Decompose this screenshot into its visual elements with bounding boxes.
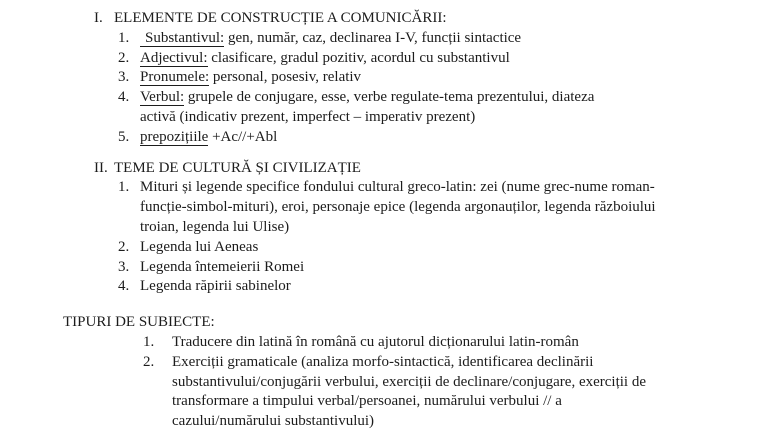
item-number: 1.	[143, 333, 155, 350]
list-item-substantivul	[94, 29, 768, 49]
item-text	[140, 258, 768, 278]
item-text	[172, 333, 768, 353]
item-number: 5.	[118, 128, 130, 145]
text-line: Traducere din latină în română cu ajutorul dicționarului latin-român	[172, 333, 579, 350]
item-rest: +Ac//+Abl	[208, 128, 278, 145]
text-line: cazului/numărului substantivului)	[172, 413, 375, 430]
item-text	[140, 238, 768, 258]
section-teme-cultura	[0, 159, 768, 298]
text-line: activă (indicativ prezent, imperfect – imperativ prezent)	[140, 108, 476, 125]
section-title: ELEMENTE DE CONSTRUCȚIE A COMUNICĂRII:	[114, 10, 447, 26]
list-item-pronumele	[94, 68, 768, 88]
item-rest: clasificare, gradul pozitiv, acordul cu substantivul	[207, 49, 510, 66]
item-rest: grupele de conjugare, esse, verbe regulate-tema prezentului, diateza	[184, 89, 595, 106]
text-line	[140, 49, 768, 69]
text-line	[140, 68, 768, 88]
item-text	[140, 29, 768, 49]
item-number: 1.	[118, 29, 130, 46]
item-text	[140, 128, 768, 148]
text-line: Exerciții gramaticale (analiza morfo-sintactică, identificarea declinării	[172, 353, 594, 370]
section-title: TIPURI DE SUBIECTE:	[63, 314, 215, 331]
item-number: 3.	[118, 258, 130, 275]
item-text	[172, 353, 768, 432]
section-heading	[63, 313, 768, 333]
list-item-prepozitiile	[94, 128, 768, 148]
item-number: 4.	[118, 278, 130, 295]
text-line: funcție-simbol-mituri), eroi, personaje epice (legenda argonauților, legenda războiului	[140, 199, 656, 216]
list-item-legenda-sabinelor	[94, 277, 768, 297]
section-numeral: II.	[94, 159, 108, 176]
list-item-exercitii	[63, 353, 768, 432]
text-line: transformare a timpului verbal/persoanei, numărului verbului // a	[172, 393, 562, 410]
text-line	[140, 29, 768, 49]
item-text	[140, 88, 768, 128]
text-line: Legenda întemeierii Romei	[140, 258, 305, 275]
item-number: 4.	[118, 89, 130, 106]
section-elemente-constructie	[0, 9, 768, 148]
item-number: 1.	[118, 179, 130, 196]
text-line	[140, 128, 768, 148]
section-tipuri-subiecte	[0, 313, 768, 432]
list-item-legenda-romei	[94, 258, 768, 278]
text-line: Mituri și legende specifice fondului cultural greco-latin: zei (nume grec-nume roman-	[140, 179, 655, 196]
item-number: 2.	[118, 49, 130, 66]
item-number: 2.	[143, 353, 155, 370]
text-line: troian, legenda lui Ulise)	[140, 218, 290, 235]
item-number: 3.	[118, 69, 130, 86]
underlined-term: prepozițiile	[140, 128, 209, 145]
list-item-legenda-aeneas	[94, 238, 768, 258]
text-line: Legenda lui Aeneas	[140, 238, 259, 255]
text-line: substantivului/conjugării verbului, exerciții de declinare/conjugare, exerciții de	[172, 373, 646, 390]
list-item-traducere	[63, 333, 768, 353]
item-text	[140, 68, 768, 88]
section-heading	[94, 9, 768, 29]
text-line	[140, 88, 768, 108]
item-text	[140, 49, 768, 69]
underlined-term: Pronumele:	[140, 69, 210, 86]
item-rest: personal, posesiv, relativ	[209, 69, 362, 86]
item-text	[140, 277, 768, 297]
list-item-mituri	[94, 178, 768, 237]
item-rest: gen, număr, caz, declinarea I-V, funcții sintactice	[224, 29, 522, 46]
section-heading	[94, 159, 768, 179]
list-item-verbul	[94, 88, 768, 128]
section-numeral: I.	[94, 10, 103, 26]
list-item-adjectivul	[94, 49, 768, 69]
underlined-term: Substantivul:	[140, 30, 224, 47]
section-title: TEME DE CULTURĂ ȘI CIVILIZAȚIE	[114, 159, 361, 176]
item-text	[140, 178, 768, 237]
underlined-term: Adjectivul:	[140, 49, 208, 66]
text-line: Legenda răpirii sabinelor	[140, 278, 291, 295]
underlined-term: Verbul:	[140, 89, 185, 106]
item-number: 2.	[118, 238, 130, 255]
